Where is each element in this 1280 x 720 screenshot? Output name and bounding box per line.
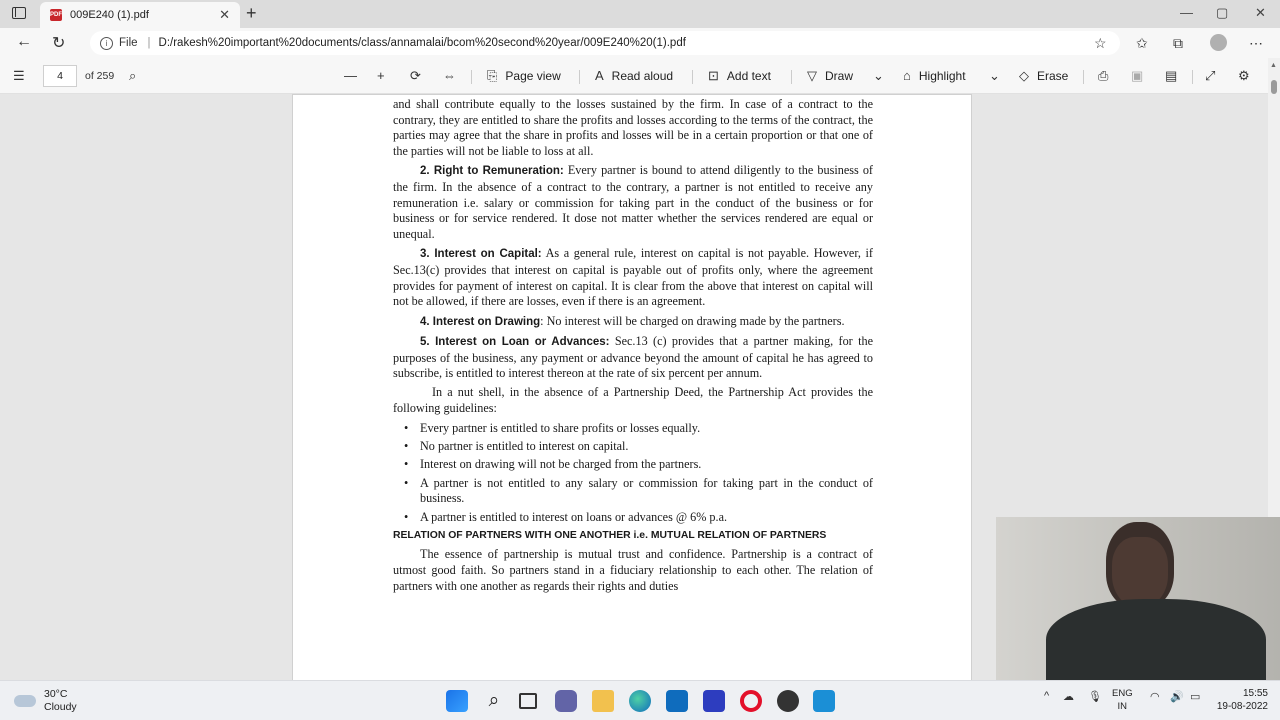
add-text-label: Add text	[726, 69, 771, 83]
heading-interest-capital: 3. Interest on Capital:	[420, 248, 542, 261]
store-icon[interactable]	[666, 690, 688, 712]
date: 19-08-2022	[1216, 701, 1268, 712]
search-icon[interactable]: ⌕	[129, 68, 137, 83]
draw-button[interactable]	[807, 68, 853, 84]
file-explorer-icon[interactable]	[592, 690, 614, 712]
toolbar-divider	[791, 70, 792, 84]
paragraph-interest-drawing	[393, 314, 873, 331]
toolbar-divider	[692, 70, 693, 84]
recorder-app-icon[interactable]	[813, 690, 835, 712]
rotate-icon[interactable]: ⟳	[410, 68, 421, 83]
time: 15:55	[1242, 688, 1268, 699]
table-of-contents-icon[interactable]: ☰	[13, 68, 25, 83]
weather-condition: Cloudy	[44, 701, 77, 713]
page-view-label: Page view	[505, 69, 561, 83]
paragraph-mutual-relation: The essence of partnership is mutual trust and confidence. Partnership is a contract of utmost good faith. So partners stand in a fiduciary relationship to each other. The relation of partners with one another as regards their rights and duties	[393, 547, 873, 593]
list-item: • Interest on drawing will not be charged from the partners.	[393, 457, 873, 473]
erase-button[interactable]	[1019, 68, 1068, 84]
paragraph: and shall contribute equally to the losses sustained by the firm. In case of a contract to the contrary, they are entitled to share the profits and losses according to the terms of the contract, the parties may agree that the share in profits and losses will be in a certain proportion or that one of the parties will not be liable to loss at all.	[393, 97, 873, 159]
add-favorite-icon[interactable]: ☆	[1094, 35, 1107, 51]
read-aloud-icon: A	[595, 68, 604, 83]
guidelines-list	[393, 421, 873, 526]
page-total: of 259	[85, 70, 115, 82]
language-code: ENG	[1112, 688, 1133, 699]
wifi-icon[interactable]: ◠	[1150, 691, 1160, 703]
section-heading: RELATION OF PARTNERS WITH ONE ANOTHER i.e. MUTUAL RELATION OF PARTNERS	[393, 530, 827, 542]
temperature: 30°C	[44, 688, 68, 700]
toolbar-divider	[1192, 70, 1193, 84]
heading-interest-loan: 5. Interest on Loan or Advances:	[420, 335, 610, 348]
page-view-button[interactable]	[487, 68, 561, 84]
window-close-icon[interactable]: ✕	[1255, 5, 1266, 20]
weather-text	[44, 688, 77, 714]
pen-app-icon[interactable]	[703, 690, 725, 712]
back-arrow-icon[interactable]: ←	[16, 33, 32, 50]
paragraph-remuneration	[393, 163, 873, 243]
highlight-icon: ⌂	[903, 68, 911, 83]
start-windows-icon[interactable]	[446, 690, 468, 712]
tab-strip	[0, 0, 1280, 28]
collections-icon[interactable]: ⧉	[1173, 35, 1183, 51]
eraser-icon: ◇	[1019, 68, 1029, 83]
zoom-in-icon[interactable]: +	[377, 68, 385, 83]
scrollbar-thumb[interactable]	[1271, 80, 1277, 94]
tab-close-icon[interactable]: ✕	[219, 7, 230, 22]
volume-icon[interactable]: 🔊	[1170, 691, 1184, 703]
maximize-icon[interactable]: ▢	[1216, 5, 1229, 20]
presenter-body	[1046, 599, 1266, 680]
address-bar-row	[0, 28, 1280, 58]
pdf-file-icon: PDF	[50, 9, 62, 21]
page-view-icon: ⎘	[487, 68, 498, 83]
highlight-label: Highlight	[918, 68, 966, 83]
refresh-icon[interactable]: ↻	[52, 35, 66, 52]
profile-avatar[interactable]	[1210, 34, 1227, 51]
pdf-page	[292, 94, 972, 680]
pdf-toolbar	[0, 58, 1280, 94]
info-icon[interactable]: i	[100, 37, 113, 50]
webcam-overlay	[996, 517, 1280, 680]
toolbar-divider	[1083, 70, 1084, 84]
fullscreen-icon[interactable]: ⤢	[1205, 68, 1216, 83]
paragraph-interest-loan	[393, 334, 873, 382]
clock[interactable]	[1210, 687, 1268, 713]
settings-gear-icon[interactable]: ⚙	[1238, 68, 1250, 83]
list-item: • Every partner is entitled to share profits or losses equally.	[393, 421, 873, 437]
highlight-button[interactable]	[903, 68, 966, 83]
url-text[interactable]: D:/rakesh%20important%20documents/class/annamalai/bcom%20second%20year/009E240%20(1).pdf	[158, 37, 686, 49]
list-item: • No partner is entitled to interest on capital.	[393, 439, 873, 455]
microphone-icon[interactable]: 🎙	[1088, 691, 1102, 703]
read-aloud-button[interactable]	[595, 68, 673, 83]
opera-browser-icon[interactable]	[740, 690, 762, 712]
toolbar-divider	[579, 70, 580, 84]
region-code: IN	[1117, 701, 1128, 712]
paragraph-nutshell: In a nut shell, in the absence of a Partnership Deed, the Partnership Act provides the following guidelines:	[393, 385, 873, 416]
tab-actions-icon[interactable]	[12, 7, 26, 19]
edge-browser-icon[interactable]	[629, 690, 651, 712]
add-text-button[interactable]	[708, 68, 771, 84]
more-menu-icon[interactable]: ⋯	[1249, 35, 1263, 51]
tab-pdf[interactable]	[40, 2, 240, 28]
favorites-icon[interactable]: ✩	[1136, 35, 1148, 51]
erase-label: Erase	[1037, 69, 1069, 83]
teams-chat-icon[interactable]	[555, 690, 577, 712]
language-indicator[interactable]	[1112, 687, 1133, 713]
address-prefix: File	[119, 37, 138, 49]
address-separator: |	[147, 37, 151, 49]
fit-page-icon[interactable]: ⇔	[443, 68, 456, 83]
paragraph-text: Sec.13 (c) provides that a partner making, for the purposes of the business, any payment or advance beyond the amount of capital he has agreed to subscribe, is entitled to interest thereon at the rate of six percent per annum.	[393, 333, 873, 381]
show-hidden-icons-chevron-icon[interactable]: ^	[1044, 690, 1050, 702]
paragraph-interest-capital	[393, 246, 873, 310]
list-item: • A partner is entitled to interest on loans or advances @ 6% p.a.	[393, 510, 873, 526]
minimize-icon[interactable]: —	[1180, 5, 1193, 20]
save-icon[interactable]: ▣	[1131, 68, 1144, 83]
heading-remuneration: 2. Right to Remuneration:	[420, 165, 564, 178]
draw-options-chevron-icon[interactable]: ⌄	[873, 68, 884, 83]
zoom-out-icon[interactable]: —	[344, 68, 357, 83]
battery-icon[interactable]: ▭	[1190, 691, 1201, 703]
taskbar	[0, 680, 1280, 720]
heading-interest-drawing: 4. Interest on Drawing	[420, 315, 541, 328]
page-content	[393, 95, 873, 598]
tab-title: 009E240 (1).pdf	[70, 9, 149, 21]
draw-icon: ▽	[807, 68, 817, 83]
search-taskbar-icon[interactable]: ⌕	[488, 690, 500, 711]
new-tab-button[interactable]: +	[246, 3, 257, 23]
draw-label: Draw	[825, 69, 854, 83]
print-icon[interactable]: ⎙	[1098, 68, 1109, 83]
media-app-icon[interactable]	[777, 690, 799, 712]
paragraph-text: As a general rule, interest on capital is not payable. However, if Sec.13(c) provides that interest on capital is payable out of profits only, where the agreement provides for payment of interest on capital. It is clear from the above that interest on capital will not be allowed, if there are losses, even if there is an agreement.	[393, 246, 873, 309]
presenter-face	[1112, 537, 1168, 607]
task-view-icon[interactable]	[519, 693, 537, 709]
read-aloud-label: Read aloud	[611, 68, 674, 83]
page-number-input[interactable]: 4	[43, 65, 77, 87]
save-as-icon[interactable]: ▤	[1165, 68, 1178, 83]
address-field[interactable]	[90, 31, 1120, 55]
highlight-options-chevron-icon[interactable]: ⌄	[989, 68, 1000, 83]
paragraph-text: : No interest will be charged on drawing made by the partners.	[540, 313, 845, 328]
toolbar-divider	[471, 70, 472, 84]
list-item: • A partner is not entitled to any salary or commission for taking part in the conduct of business.	[393, 476, 873, 507]
paragraph-text: Every partner is bound to attend diligently to the business of the firm. In the absence of a contract to the contrary, a partner is not entitled to receive any remuneration i.e. salary or commission for taking part in the conduct of the business or for business or for service rendered. It dose not matter whether the services rendered are equal or unequal.	[393, 163, 873, 242]
scroll-up-arrow-icon[interactable]: ▲	[1270, 62, 1277, 69]
add-text-icon: ⊡	[708, 68, 719, 83]
onedrive-cloud-icon[interactable]: ☁	[1063, 691, 1074, 703]
cloud-icon	[14, 695, 36, 707]
weather-widget[interactable]	[14, 688, 77, 714]
